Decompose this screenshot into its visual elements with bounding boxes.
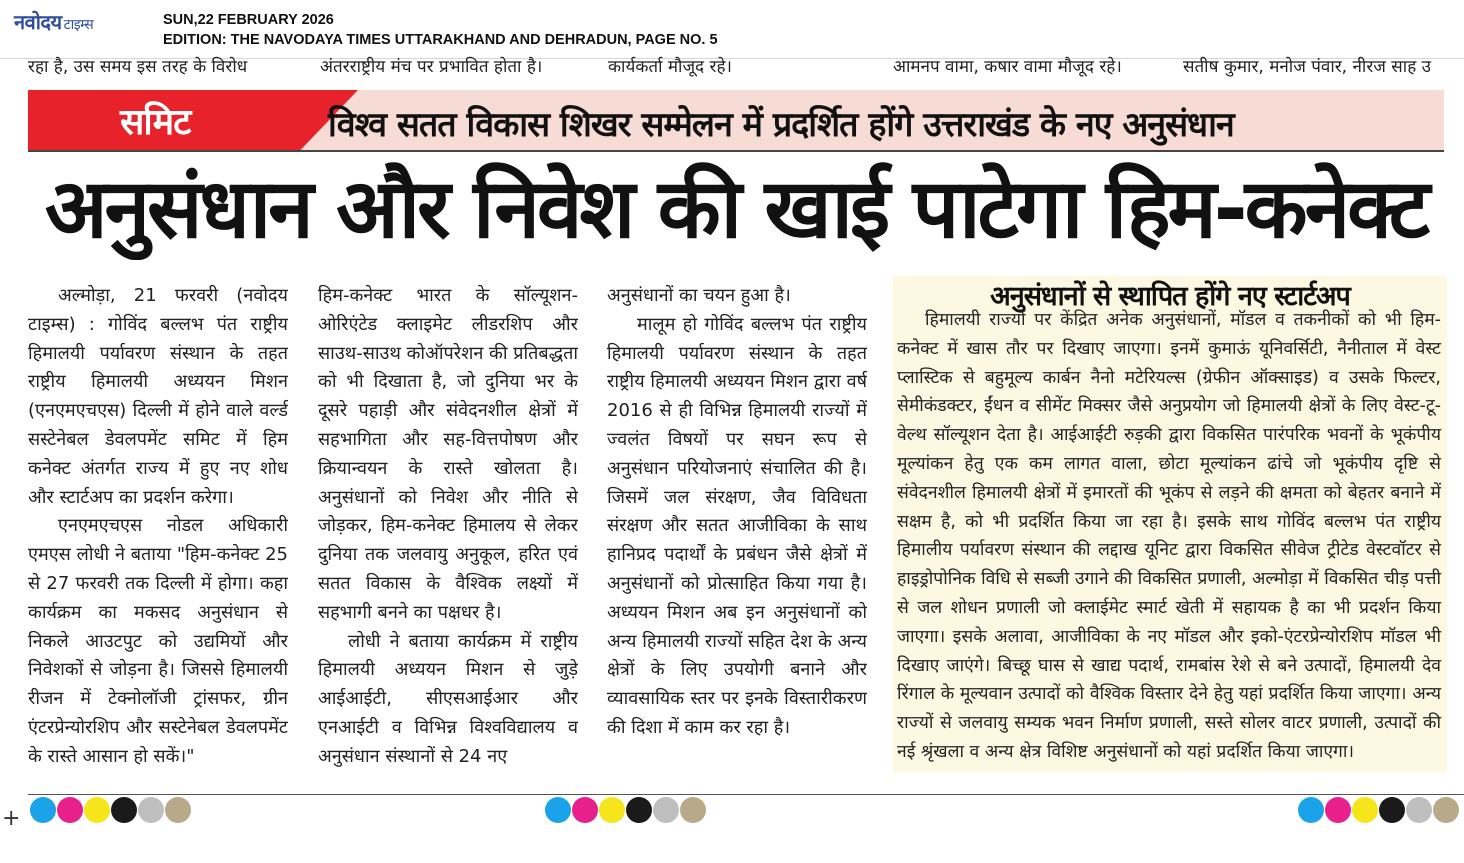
cut-text-2: अंतरराष्ट्रीय मंच पर प्रभावित होता है।	[320, 57, 543, 77]
edition-line: EDITION: THE NAVODAYA TIMES UTTARAKHAND AND DEHRADUN, PAGE NO. 5	[163, 32, 718, 48]
headline: अनुसंधान और निवेश की खाई पाटेगा हिम-कनेक्ट	[44, 162, 1428, 257]
registration-marks-icon	[1298, 797, 1460, 825]
col3-paragraph-1: अनुसंधानों का चयन हुआ है।	[607, 285, 791, 306]
edition-meta	[163, 10, 718, 50]
reg-dot	[57, 797, 83, 823]
logo-main: नवोदय	[14, 10, 62, 34]
cut-text-5: सतीष कुमार, मनोज पंवार, नीरज साह उ	[1183, 57, 1431, 77]
reg-dot	[30, 797, 56, 823]
reg-dot	[1352, 797, 1378, 823]
registration-marks-icon	[545, 797, 707, 825]
subheadline: विश्व सतत विकास शिखर सम्मेलन में प्रदर्शित होंगे उत्तराखंड के नए अनुसंधान	[328, 105, 1234, 145]
article-column-1	[28, 282, 288, 782]
bottom-rule	[28, 794, 1464, 795]
article-column-2	[318, 282, 578, 782]
reg-dot	[1298, 797, 1324, 823]
reg-dot	[653, 797, 679, 823]
sidebar-heading: अनुसंधानों से स्थापित होंगे नए स्टार्टअप	[990, 281, 1350, 312]
reg-dot	[626, 797, 652, 823]
reg-dot	[1379, 797, 1405, 823]
newspaper-logo	[14, 8, 93, 35]
crop-mark-icon: +	[2, 806, 21, 831]
sidebar-box	[893, 276, 1447, 772]
col1-paragraph-2: एनएमएचएस नोडल अधिकारी एमएस लोधी ने बताया "हिम-कनेक्ट 25 से 27 फरवरी तक दिल्ली में होगा। कहा कार्यक्रम का मकसद अनुसंधान से निकले आउटपुट को उद्यमियों और निवेशकों से जोड़ना है। जिससे हिमालयी रीजन में टेक्नोलॉजी ट्रांसफर, ग्रीन एंटरप्रेन्योरशिप और सस्टेनेबल डेवलपमेंट के रास्ते आसान हो सकें।"	[28, 515, 288, 767]
logo-small: टाइम्स	[63, 17, 94, 33]
col2-paragraph-2: लोधी ने बताया कार्यक्रम में राष्ट्रीय हिमालयी अध्ययन मिशन से जुड़े आईआईटी, सीएसआईआर और एनआईटी व विभिन्न विश्वविद्यालय व अनुसंधान संस्थानों से 24 नए	[318, 630, 578, 767]
registration-marks-icon	[30, 797, 192, 825]
reg-dot	[1433, 797, 1459, 823]
col1-paragraph-1: अल्मोड़ा, 21 फरवरी (नवोदय टाइम्स) : गोविंद बल्लभ पंत राष्ट्रीय हिमालयी पर्यावरण संस्थान के तहत राष्ट्रीय हिमालयी अध्ययन मिशन (एनएमएचएस) दिल्ली में होने वाले वर्ल्ड सस्टेनेबल डेवलपमेंट समिट में हिम कनेक्ट अंतर्गत राज्य में हुए नए शोध और स्टार्टअप का प्रदर्शन करेगा।	[28, 285, 288, 508]
page-header	[0, 0, 1464, 59]
cut-text-3: कार्यकर्ता मौजूद रहे।	[608, 57, 732, 77]
kicker-tag: समिट	[120, 102, 191, 143]
col2-paragraph-1: हिम-कनेक्ट भारत के सॉल्यूशन-ओरिएंटेड क्लाइमेट लीडरशिप और साउथ-साउथ कोऑपरेशन की प्रतिबद्धता को भी दिखाता है, जो दुनिया भर के दूसरे पहाड़ी और संवेदनशील क्षेत्रों में सहभागिता और सह-वित्तपोषण और क्रियान्वयन के रास्ते खोलता है। अनुसंधानों को निवेश और नीति से जोड़कर, हिम-कनेक्ट हिमालय से लेकर दुनिया तक जलवायु अनुकूल, हरित एवं सतत विकास के वैश्विक लक्ष्यों में सहभागी बनने का पक्षधर है।	[318, 285, 578, 623]
reg-dot	[111, 797, 137, 823]
cut-text-4: आमनप वामा, कषार वामा मौजूद रहे।	[893, 57, 1122, 77]
reg-dot	[545, 797, 571, 823]
reg-dot	[138, 797, 164, 823]
kicker-red-tab	[28, 90, 358, 152]
sidebar-text: हिमालयी राज्यों पर केंद्रित अनेक अनुसंधानों, मॉडल व तकनीकों को भी हिम-कनेक्ट में खास तौर पर दिखाए जाएगा। इनमें कुमाऊं यूनिवर्सिटी, नैनीताल में वेस्ट प्लास्टिक से बहुमूल्य कार्बन नैनो मटेरियल्स (ग्रेफीन ऑक्साइड) व उसके फिल्टर, सेमीकंडक्टर, ईंधन व सीमेंट मिक्सर जैसे अनुप्रयोग जो हिमालयी क्षेत्रों के लिए वेस्ट-टू-वेल्थ सॉल्यूशन देता है। आईआईटी रुड़की द्वारा विकसित पारंपरिक भवनों के भूकंपीय मूल्यांकन हेतु एक कम लागत वाला, छोटा मूल्यांकन ढांचे जो भूकंपीय दृष्टि से संवेदनशील हिमालयी क्षेत्रों में इमारतों की भूकंप से लड़ने की क्षमता को बेहतर बनाने में सक्षम है, को भी प्रदर्शित किया जा रहा है। इसके साथ गोविंद बल्लभ पंत राष्ट्रीय हिमालीय पर्यावरण संस्थान की लद्दाख यूनिट द्वारा विकसित सीवेज ट्रीटेड वेस्टवॉटर से हाइड्रोपोनिक विधि से सब्जी उगाने की विकसित प्रणाली, अल्मोड़ा में विकसित चीड़ पत्ती से जल शोधन प्रणाली जो क्लाईमेट स्मार्ट खेती में सहायक है का भी प्रदर्शन किया जाएगा। इसके अलावा, आजीविका के नए मॉडल और इको-एंटरप्रेन्योरशिप मॉडल भी दिखाए जाएंगे। बिच्छू घास से खाद्य पदार्थ, रामबांस रेशे से बने उत्पादों, हिमालयी देव रिंगाल के मूल्यवान उत्पादों को वैश्विक विस्तार देने हेतु यहां प्रदर्शित किया जाएगा। अन्य राज्यों से जलवायु सम्यक भवन निर्माण प्रणाली, सस्ते सोलर वाटर प्रणाली, उत्पादों की नई श्रृंखला व अन्य क्षेत्र विशिष्ट अनुसंधानों को यहां प्रदर्शित किया जाएगा।	[897, 310, 1441, 762]
reg-dot	[680, 797, 706, 823]
cut-text-1: रहा है, उस समय इस तरह के विरोध	[28, 57, 248, 77]
kicker-rule	[28, 150, 1444, 152]
date-line: SUN,22 FEBRUARY 2026	[163, 12, 334, 28]
reg-dot	[84, 797, 110, 823]
kicker-band	[28, 90, 1444, 152]
reg-dot	[165, 797, 191, 823]
article-column-3	[607, 282, 867, 782]
reg-dot	[599, 797, 625, 823]
reg-dot	[572, 797, 598, 823]
reg-dot	[1406, 797, 1432, 823]
col3-paragraph-2: मालूम हो गोविंद बल्लभ पंत राष्ट्रीय हिमालयी पर्यावरण संस्थान के तहत राष्ट्रीय हिमालयी अध्ययन मिशन द्वारा वर्ष 2016 से ही विभिन्न हिमालयी राज्यों में ज्वलंत विषयों पर सघन रूप से अनुसंधान परियोजनाएं संचालित की है। जिसमें जल संरक्षण, जैव विविधता संरक्षण और सतत आजीविका के साथ हानिप्रद पदार्थों के प्रबंधन जैसे क्षेत्रों में अनुसंधानों को प्रोत्साहित किया गया है। अध्ययन मिशन अब इन अनुसंधानों को अन्य हिमालयी राज्यों सहित देश के अन्य क्षेत्रों के लिए उपयोगी बनाने और व्यावसायिक स्तर पर इनके विस्तारीकरण की दिशा में काम कर रहा है।	[607, 313, 867, 738]
cut-off-text-row	[0, 56, 1464, 78]
reg-dot	[1325, 797, 1351, 823]
